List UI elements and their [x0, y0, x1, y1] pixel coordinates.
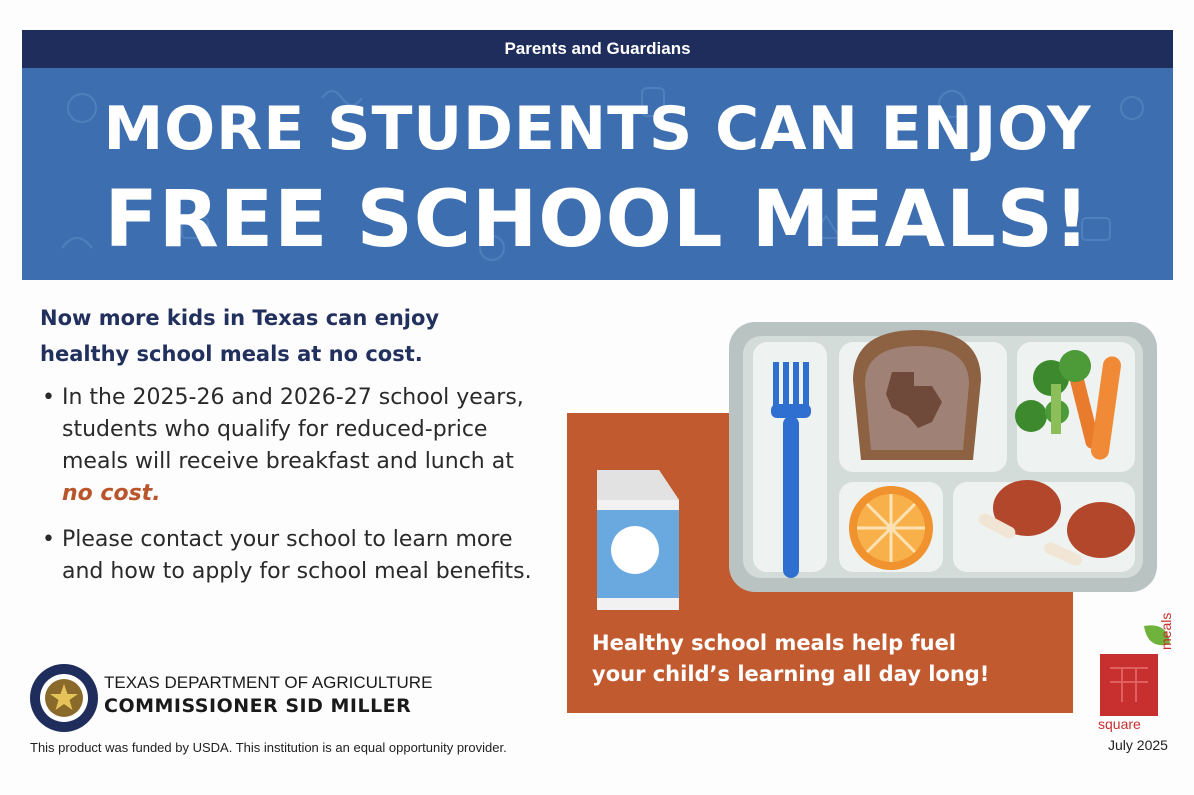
- headline-line-1: MORE STUDENTS CAN ENJOY: [103, 94, 1092, 164]
- milk-carton-icon: [597, 470, 679, 610]
- orange-slice-icon: [849, 486, 933, 570]
- tda-seal-logo: [28, 662, 100, 734]
- caption-line-2: your child’s learning all day long!: [592, 662, 990, 686]
- toast-icon: [853, 330, 981, 460]
- bullet-text: Please contact your school to learn more and how to apply for school meal benefits.: [62, 527, 532, 584]
- intro-line-2: healthy school meals at no cost.: [40, 342, 423, 366]
- intro-text: [40, 300, 540, 372]
- publication-date: July 2025: [1108, 737, 1168, 753]
- caption-line-1: Healthy school meals help fuel: [592, 631, 957, 655]
- illustration-caption: [592, 628, 1062, 690]
- headline-line-2: FREE SCHOOL MEALS!: [104, 175, 1091, 265]
- bullet-text: In the 2025-26 and 2026-27 school years, students who qualify for reduced-price meals will receive breakfast and lunch at: [62, 385, 524, 474]
- agency-block: [104, 672, 432, 718]
- intro-line-1: Now more kids in Texas can enjoy: [40, 306, 440, 330]
- headline-banner: [22, 68, 1173, 280]
- bullet-item: [42, 524, 542, 588]
- commissioner-name: COMMISSIONER SID MILLER: [104, 695, 412, 717]
- brand-square-word: square: [1098, 716, 1141, 732]
- audience-bar: Parents and Guardians: [22, 30, 1173, 68]
- funding-footnote: This product was funded by USDA. This institution is an equal opportunity provider.: [30, 740, 507, 755]
- agency-name: TEXAS DEPARTMENT OF AGRICULTURE: [104, 673, 433, 692]
- bullet-item: [42, 382, 542, 510]
- brand-meals-word: meals: [1158, 612, 1174, 650]
- info-bullets: [42, 382, 542, 602]
- no-cost-emphasis: no cost.: [62, 481, 161, 506]
- lunch-tray-illustration: [567, 300, 1167, 620]
